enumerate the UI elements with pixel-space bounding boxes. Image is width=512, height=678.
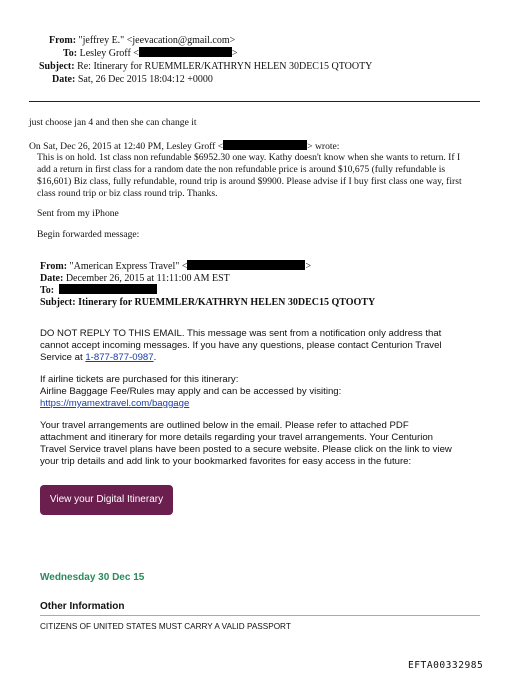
quoted-line: class round trip or biz class round trip. Thanks. xyxy=(37,188,218,199)
header-to xyxy=(63,47,238,60)
notice-line: cannot accept incoming messages. If you have any questions, please contact Centurion Travel xyxy=(40,340,442,351)
baggage-link[interactable]: https://myamextravel.com/baggage xyxy=(40,398,190,409)
redaction-box xyxy=(223,140,307,150)
to-value: Lesley Groff < xyxy=(79,48,139,59)
fwd-from-value: "American Express Travel" < xyxy=(69,261,188,272)
notice-last-post: . xyxy=(153,352,157,363)
tickets-line: If airline tickets are purchased for this itinerary: xyxy=(40,374,239,385)
notice-line: DO NOT REPLY TO THIS EMAIL. This message was sent from a notification only address that xyxy=(40,328,442,339)
notice-last-line xyxy=(40,352,156,364)
view-itinerary-button[interactable]: View your Digital Itinerary xyxy=(40,485,173,515)
from-label: From: xyxy=(49,35,77,46)
fwd-date-label: Date: xyxy=(40,273,64,284)
subject-value: Re: Itinerary for RUEMMLER/KATHRYN HELEN 30DEC15 QTOOTY xyxy=(77,61,373,72)
baggage-line xyxy=(40,398,189,410)
arrangements-line: Your travel arrangements are outlined below in the email. Please refer to attached PDF xyxy=(40,420,409,431)
date-label: Date: xyxy=(52,74,76,85)
header-divider xyxy=(29,101,480,102)
tickets-line: Airline Baggage Fee/Rules may apply and can be accessed by visiting: xyxy=(40,386,342,397)
notice-last-pre: Service at xyxy=(40,352,86,363)
fwd-subject-value: Itinerary for RUEMMLER/KATHRYN HELEN 30DEC15 QTOOTY xyxy=(78,297,376,308)
redaction-box xyxy=(59,284,157,294)
quoted-intro-post: > wrote: xyxy=(307,141,340,152)
fwd-from-label: From: xyxy=(40,261,68,272)
from-value: "jeffrey E." <jeevacation@gmail.com> xyxy=(78,35,236,46)
quoted-line: $16,601) Biz class, fully refundable, round trip is around $9900. Please advise if I buy first class one way, first xyxy=(37,176,462,187)
fwd-subject xyxy=(40,296,375,309)
other-info-heading: Other Information xyxy=(40,601,125,612)
phone-link[interactable]: 1-877-877-0987 xyxy=(85,352,154,363)
reply-text: just choose jan 4 and then she can change it xyxy=(29,117,197,128)
subject-label: Subject: xyxy=(39,61,75,72)
sent-from: Sent from my iPhone xyxy=(37,208,119,219)
quoted-line: add a return in first class for a random date the non refundable price is around $10,675 (fully refundable is xyxy=(37,164,446,175)
header-from xyxy=(49,34,235,47)
redaction-box xyxy=(139,47,232,57)
arrangements-line: Travel Service travel plans have been posted to a secure website. Please click on the link to view xyxy=(40,444,452,455)
section-divider xyxy=(40,615,480,616)
to-close: > xyxy=(231,48,238,59)
redaction-box xyxy=(187,260,305,270)
quoted-intro-pre: On Sat, Dec 26, 2015 at 12:40 PM, Lesley Groff < xyxy=(29,141,224,152)
fwd-subject-label: Subject: xyxy=(40,297,76,308)
to-label: To: xyxy=(63,48,78,59)
arrangements-line: your trip details and add link to your bookmarked favorites for easy access in the future: xyxy=(40,456,412,467)
quoted-line: This is on hold. 1st class non refundable $6952.30 one way. Kathy doesn't know when she wants to return. If I xyxy=(37,152,461,163)
date-value: Sat, 26 Dec 2015 18:04:12 +0000 xyxy=(77,74,213,85)
begin-forwarded: Begin forwarded message: xyxy=(37,229,140,240)
arrangements-line: attachment and itinerary for more details regarding your travel arrangements. Your Centurion xyxy=(40,432,434,443)
itinerary-date-heading: Wednesday 30 Dec 15 xyxy=(40,572,145,583)
passport-note: CITIZENS OF UNITED STATES MUST CARRY A VALID PASSPORT xyxy=(40,622,291,631)
header-date xyxy=(52,73,213,86)
document-id: EFTA00332985 xyxy=(408,660,484,671)
header-subject xyxy=(39,60,372,73)
fwd-to-label: To: xyxy=(40,285,55,296)
fwd-from-close: > xyxy=(305,261,312,272)
fwd-date-value: December 26, 2015 at 11:11:00 AM EST xyxy=(65,273,230,284)
